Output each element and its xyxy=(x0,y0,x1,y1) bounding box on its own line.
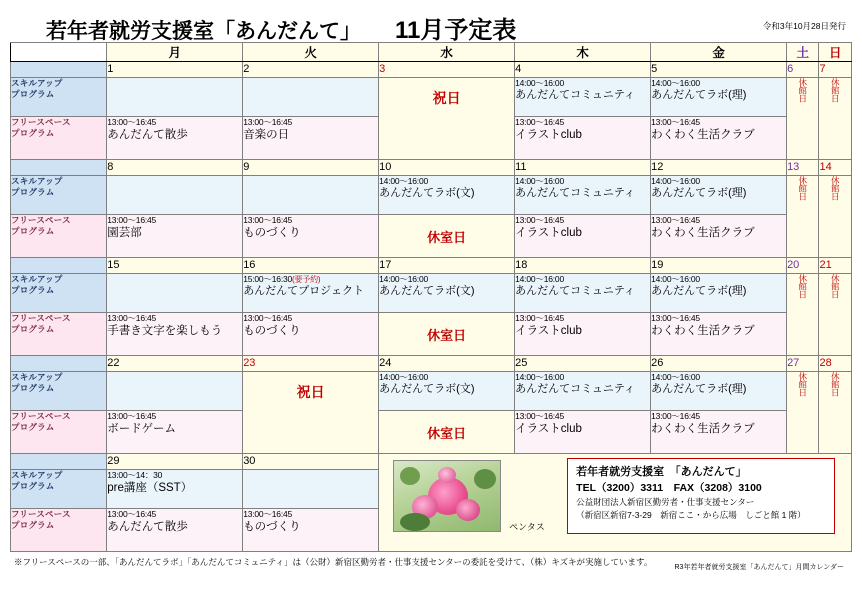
date-2: 2 xyxy=(243,62,379,78)
row-label-skill-3 xyxy=(11,274,107,313)
cell-skill-26 xyxy=(651,372,787,411)
column-header-sat: 土 xyxy=(787,43,819,62)
row-label-skill-2 xyxy=(11,176,107,215)
cell-free-11 xyxy=(515,215,651,258)
cell-free-26-time: 13:00～16:45 xyxy=(651,411,700,421)
date-15: 15 xyxy=(107,258,243,274)
row-label-free-5 xyxy=(11,509,107,552)
contact-info-box xyxy=(567,458,835,534)
column-header-thu: 木 xyxy=(515,43,651,62)
cell-free-18 xyxy=(515,313,651,356)
cell-free-26-prog: わくわく生活クラブ xyxy=(651,422,755,435)
date-23: 23 xyxy=(243,356,379,372)
column-header-wed: 水 xyxy=(379,43,515,62)
date-27: 27 xyxy=(787,356,819,372)
date-16: 16 xyxy=(243,258,379,274)
cell-free-25-time: 13:00～16:45 xyxy=(515,411,564,421)
leaf-shape-3 xyxy=(400,513,430,531)
column-header-mon: 月 xyxy=(107,43,243,62)
cell-free-5-time: 13:00～16:45 xyxy=(651,117,700,127)
date-28: 28 xyxy=(819,356,852,372)
cell-free-11-time: 13:00～16:45 xyxy=(515,215,564,225)
row-label-skill-5 xyxy=(11,470,107,509)
cell-free-9-prog: ものづくり xyxy=(243,226,301,239)
cell-free-16-prog: ものづくり xyxy=(243,324,301,337)
cell-free-19-time: 13:00～16:45 xyxy=(651,313,700,323)
cell-free-10 xyxy=(379,215,515,258)
cell-free-26 xyxy=(651,411,787,454)
row-label-skill-line2: プログラム xyxy=(11,89,55,100)
cell-sat-6 xyxy=(787,78,819,160)
cell-free-22 xyxy=(107,411,243,454)
sun-closed-21: 休館日 xyxy=(830,274,841,298)
cell-free-5-prog: わくわく生活クラブ xyxy=(651,128,755,141)
cell-free-19 xyxy=(651,313,787,356)
cell-sun-28 xyxy=(819,372,852,454)
closed-label-10: 休室日 xyxy=(427,230,467,245)
cell-sat-27 xyxy=(787,372,819,454)
cell-holiday-23 xyxy=(243,372,379,454)
cell-free-25-prog: イラストclub xyxy=(515,422,582,435)
cell-skill-16 xyxy=(243,274,379,313)
cell-free-2-time: 13:00～16:45 xyxy=(243,117,293,127)
holiday-label-23: 祝日 xyxy=(296,384,325,400)
photo-caption: ペンタス xyxy=(509,522,545,532)
sun-closed-14: 休館日 xyxy=(830,176,841,200)
cell-skill-11-prog: あんだんてコミュニティ xyxy=(515,186,636,199)
cell-skill-25-prog: あんだんてコミュニティ xyxy=(515,382,636,395)
row-label-free4-line2: プログラム xyxy=(11,422,55,433)
cell-free-9 xyxy=(243,215,379,258)
cell-free-30-prog: ものづくり xyxy=(243,520,301,533)
cell-skill-5-prog: あんだんてラボ(理) xyxy=(651,88,747,101)
row-label-skill-4 xyxy=(11,372,107,411)
cell-skill-4-time: 14:00～16:00 xyxy=(515,78,564,88)
cell-skill-8 xyxy=(107,176,243,215)
cell-free-25 xyxy=(515,411,651,454)
page-title-month: 11月予定表 xyxy=(395,17,517,44)
sat-closed-27: 休館日 xyxy=(797,372,808,396)
row-label-free2-line2: プログラム xyxy=(11,226,55,237)
cell-skill-16-time-text: 15:00～16:30 xyxy=(243,274,293,284)
date-12: 12 xyxy=(651,160,787,176)
page-title xyxy=(10,6,852,45)
cell-free-4 xyxy=(515,117,651,160)
cell-skill-25 xyxy=(515,372,651,411)
cell-free-15 xyxy=(107,313,243,356)
week-5-date-row xyxy=(11,454,852,470)
column-header-tue: 火 xyxy=(243,43,379,62)
cell-skill-26-prog: あんだんてラボ(理) xyxy=(651,382,747,395)
cell-skill-11 xyxy=(515,176,651,215)
cell-sat-20 xyxy=(787,274,819,356)
cell-skill-26-time: 14:00～16:00 xyxy=(651,372,700,382)
cell-free-22-prog: ボードゲーム xyxy=(107,422,176,435)
date-20: 20 xyxy=(787,258,819,274)
row-label-skill2-line1: スキルアップ xyxy=(11,176,63,186)
cell-free-8 xyxy=(107,215,243,258)
date-7: 7 xyxy=(819,62,852,78)
week-2-skill-row xyxy=(11,176,852,215)
date-25: 25 xyxy=(515,356,651,372)
column-header-sun: 日 xyxy=(819,43,852,62)
cell-free-22-time: 13:00～16:45 xyxy=(107,411,157,421)
cell-skill-17-prog: あんだんてラボ(文) xyxy=(379,284,475,297)
issue-date: 令和3年10月28日発行 xyxy=(762,21,846,31)
cell-skill-29-prog: pre講座（SST） xyxy=(107,481,193,494)
footer-notes xyxy=(10,556,852,576)
flower-shape-3 xyxy=(456,499,480,521)
date-26: 26 xyxy=(651,356,787,372)
row-label-free3-line2: プログラム xyxy=(11,324,55,335)
cell-free-15-prog: 手書き文字を楽しもう xyxy=(107,324,223,337)
cell-free-2 xyxy=(243,117,379,160)
date-9: 9 xyxy=(243,160,379,176)
cell-free-1 xyxy=(107,117,243,160)
org-name: 若年者就労支援室 「あんだんて」 xyxy=(576,466,747,478)
cell-skill-19-time: 14:00～16:00 xyxy=(651,274,700,284)
row-label-free-line2: プログラム xyxy=(11,128,55,139)
cell-free-12 xyxy=(651,215,787,258)
date-24: 24 xyxy=(379,356,515,372)
date-21: 21 xyxy=(819,258,852,274)
column-header-fri: 金 xyxy=(651,43,787,62)
cell-free-29-prog: あんだんて散歩 xyxy=(107,520,188,533)
holiday-label-3: 祝日 xyxy=(432,90,461,106)
closed-label-24: 休室日 xyxy=(427,426,467,441)
cell-skill-10-time: 14:00～16:00 xyxy=(379,176,428,186)
cell-free-4-prog: イラストclub xyxy=(515,128,582,141)
cell-skill-30 xyxy=(243,470,379,509)
cell-skill-10 xyxy=(379,176,515,215)
cell-skill-18 xyxy=(515,274,651,313)
cell-free-17 xyxy=(379,313,515,356)
page-header xyxy=(10,6,852,42)
row-label-free-4 xyxy=(11,411,107,454)
cell-free-12-time: 13:00～16:45 xyxy=(651,215,700,225)
cell-sun-21 xyxy=(819,274,852,356)
cell-skill-24 xyxy=(379,372,515,411)
sun-closed-7: 休館日 xyxy=(830,78,841,102)
cell-skill-29 xyxy=(107,470,243,509)
row-label-skill5-line2: プログラム xyxy=(11,481,55,492)
week-1-date-row xyxy=(11,62,852,78)
date-5: 5 xyxy=(651,62,787,78)
cell-free-16-time: 13:00～16:45 xyxy=(243,313,293,323)
date-30: 30 xyxy=(243,454,379,470)
cell-skill-4 xyxy=(515,78,651,117)
cell-skill-24-prog: あんだんてラボ(文) xyxy=(379,382,475,395)
row-label-free5-line2: プログラム xyxy=(11,520,55,531)
date-18: 18 xyxy=(515,258,651,274)
cell-skill-11-time: 14:00～16:00 xyxy=(515,176,564,186)
cell-sun-14 xyxy=(819,176,852,258)
cell-skill-25-time: 14:00～16:00 xyxy=(515,372,564,382)
date-22: 22 xyxy=(107,356,243,372)
cell-free-30-time: 13:00～16:45 xyxy=(243,509,293,519)
cell-holiday-3 xyxy=(379,78,515,160)
leaf-shape-2 xyxy=(474,469,496,489)
date-29: 29 xyxy=(107,454,243,470)
row-label-free2-line1: フリースペース xyxy=(11,215,71,225)
cell-free-9-time: 13:00～16:45 xyxy=(243,215,293,225)
row-label-skill3-line1: スキルアップ xyxy=(11,274,63,284)
cell-free-8-time: 13:00～16:45 xyxy=(107,215,157,225)
cell-skill-22 xyxy=(107,372,243,411)
date-4: 4 xyxy=(515,62,651,78)
footnote-text: ※フリースペースの一部、「あんだんてラボ」「あんだんてコミュニティ」は（公財）新宿区勤労者・仕事支援センターの委託を受けて、（株）キズキが実施しています。 xyxy=(14,557,653,567)
row-label-free5-line1: フリースペース xyxy=(11,509,71,519)
row-label-skill5-line1: スキルアップ xyxy=(11,470,63,480)
date-19: 19 xyxy=(651,258,787,274)
date-17: 17 xyxy=(379,258,515,274)
cell-free-15-time: 13:00～16:45 xyxy=(107,313,157,323)
row-label-skill3-line2: プログラム xyxy=(11,285,55,296)
leaf-shape-1 xyxy=(400,467,420,485)
cell-free-29-time: 13:00～16:45 xyxy=(107,509,157,519)
cell-skill-12-time: 14:00～16:00 xyxy=(651,176,700,186)
week-2-free-row xyxy=(11,215,852,258)
org-line2: （新宿区新宿7-3-29 新宿ここ・から広場 しごと館 1 階） xyxy=(576,510,806,520)
week-2-date-row xyxy=(11,160,852,176)
week-4-date-row xyxy=(11,356,852,372)
cell-free-18-prog: イラストclub xyxy=(515,324,582,337)
sat-closed-6: 休館日 xyxy=(797,78,808,102)
cell-free-29 xyxy=(107,509,243,552)
cell-free-1-time: 13:00～16:45 xyxy=(107,117,157,127)
cell-skill-16-prog: あんだんてプロジェクト xyxy=(243,285,364,297)
row-label-skill4-line2: プログラム xyxy=(11,383,55,394)
column-header-label xyxy=(11,43,107,62)
row-label-free4-line1: フリースペース xyxy=(11,411,71,421)
row-label-spacer-3 xyxy=(11,258,107,274)
footer-info-cell xyxy=(379,454,852,552)
cell-free-5 xyxy=(651,117,787,160)
week-4-free-row xyxy=(11,411,852,454)
cell-skill-5-time: 14:00～16:00 xyxy=(651,78,700,88)
row-label-free3-line1: フリースペース xyxy=(11,313,71,323)
cell-free-30 xyxy=(243,509,379,552)
cell-skill-19 xyxy=(651,274,787,313)
cell-skill-9 xyxy=(243,176,379,215)
row-label-skill2-line2: プログラム xyxy=(11,187,55,198)
row-label-free-line1: フリースペース xyxy=(11,117,71,127)
row-label-skill-line1: スキルアップ xyxy=(11,78,63,88)
cell-skill-1 xyxy=(107,78,243,117)
cell-free-2-prog: 音楽の日 xyxy=(243,128,290,141)
week-3-date-row xyxy=(11,258,852,274)
cell-sun-7 xyxy=(819,78,852,160)
cell-skill-17-time: 14:00～16:00 xyxy=(379,274,428,284)
row-label-free-2 xyxy=(11,215,107,258)
week-3-free-row xyxy=(11,313,852,356)
row-label-skill4-line1: スキルアップ xyxy=(11,372,63,382)
cell-skill-10-prog: あんだんてラボ(文) xyxy=(379,186,475,199)
cell-free-24 xyxy=(379,411,515,454)
week-3-skill-row xyxy=(11,274,852,313)
cell-skill-12-prog: あんだんてラボ(理) xyxy=(651,186,747,199)
org-tel: TEL（3200）3311 FAX（3208）3100 xyxy=(576,481,762,494)
sat-closed-13: 休館日 xyxy=(797,176,808,200)
org-line1: 公益財団法人新宿区勤労者・仕事支援センター xyxy=(576,497,755,508)
pentas-photo xyxy=(393,460,501,532)
cell-skill-18-time: 14:00～16:00 xyxy=(515,274,564,284)
row-label-spacer-4 xyxy=(11,356,107,372)
date-14: 14 xyxy=(819,160,852,176)
cell-skill-29-time: 13:00～14：30 xyxy=(107,470,163,480)
row-label-spacer-2 xyxy=(11,160,107,176)
cell-skill-18-prog: あんだんてコミュニティ xyxy=(515,284,636,297)
table-header-row xyxy=(11,43,852,62)
cell-free-19-prog: わくわく生活クラブ xyxy=(651,324,755,337)
sun-closed-28: 休館日 xyxy=(830,372,841,396)
schedule-table xyxy=(10,42,852,552)
date-3: 3 xyxy=(379,62,515,78)
cell-sat-13 xyxy=(787,176,819,258)
cell-skill-16-note: (要予約) xyxy=(292,275,321,284)
cell-skill-17 xyxy=(379,274,515,313)
cell-skill-16-time xyxy=(243,274,378,285)
row-label-free-3 xyxy=(11,313,107,356)
cell-free-1-prog: あんだんて散歩 xyxy=(107,128,188,141)
week-1-skill-row xyxy=(11,78,852,117)
row-label-spacer-1 xyxy=(11,62,107,78)
cell-skill-4-prog: あんだんてコミュニティ xyxy=(515,88,636,101)
week-4-skill-row xyxy=(11,372,852,411)
cell-free-11-prog: イラストclub xyxy=(515,226,582,239)
date-8: 8 xyxy=(107,160,243,176)
cell-skill-15 xyxy=(107,274,243,313)
cell-skill-5 xyxy=(651,78,787,117)
cell-free-12-prog: わくわく生活クラブ xyxy=(651,226,755,239)
cell-skill-24-time: 14:00～16:00 xyxy=(379,372,428,382)
cell-free-8-prog: 園芸部 xyxy=(107,226,142,239)
date-13: 13 xyxy=(787,160,819,176)
sat-closed-20: 休館日 xyxy=(797,274,808,298)
date-10: 10 xyxy=(379,160,515,176)
date-6: 6 xyxy=(787,62,819,78)
closed-label-17: 休室日 xyxy=(427,328,467,343)
date-1: 1 xyxy=(107,62,243,78)
cell-free-16 xyxy=(243,313,379,356)
cell-skill-12 xyxy=(651,176,787,215)
cell-skill-2 xyxy=(243,78,379,117)
cell-free-18-time: 13:00～16:45 xyxy=(515,313,564,323)
document-id: R3年若年者就労支援室「あんだんて」月間カレンダー xyxy=(674,564,844,571)
date-11: 11 xyxy=(515,160,651,176)
page-title-text: 若年者就労支援室「あんだんて」 xyxy=(46,20,361,43)
row-label-skill-1 xyxy=(11,78,107,117)
row-label-free-1 xyxy=(11,117,107,160)
cell-skill-19-prog: あんだんてラボ(理) xyxy=(651,284,747,297)
cell-free-4-time: 13:00～16:45 xyxy=(515,117,564,127)
row-label-spacer-5 xyxy=(11,454,107,470)
